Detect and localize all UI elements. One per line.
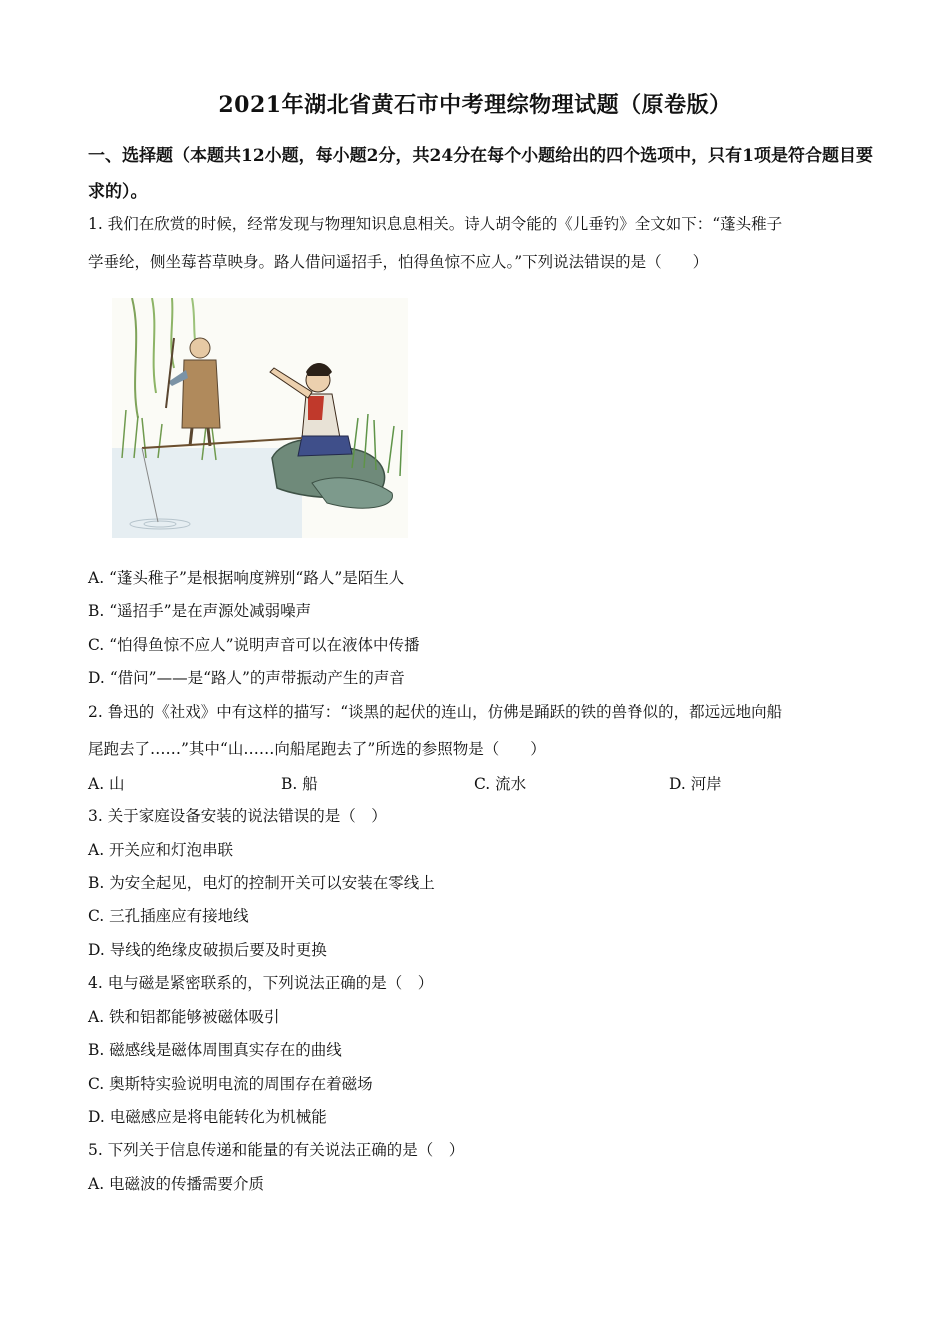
question-4-stem: 4. 电与磁是紧密联系的，下列说法正确的是（ ） [88,974,434,992]
page-title: 2021年湖北省黄石市中考理综物理试题（原卷版） [218,92,732,118]
question-5-stem: 5. 下列关于信息传递和能量的有关说法正确的是（ ） [88,1141,465,1159]
question-2-option-c: C. 流水 [474,775,527,793]
question-1-option-a: A. “蓬头稚子”是根据响度辨别“路人”是陌生人 [88,569,405,587]
question-2-option-d: D. 河岸 [669,775,722,793]
question-5-option-a: A. 电磁波的传播需要介质 [88,1175,265,1193]
question-3-option-a: A. 开关应和灯泡串联 [88,841,234,859]
question-2-stem-line-1: 2. 鲁迅的《社戏》中有这样的描写：“谈黑的起伏的连山，仿佛是踊跃的铁的兽脊似的，都远远地向船 [88,703,783,721]
question-1-option-c: C. “怕得鱼惊不应人”说明声音可以在液体中传播 [88,636,420,654]
question-2-stem-line-2: 尾跑去了……”其中“山……向船尾跑去了”所选的参照物是（ ） [88,740,546,758]
question-3-option-c: C. 三孔插座应有接地线 [88,907,249,925]
question-4-option-b: B. 磁感线是磁体周围真实存在的曲线 [88,1041,342,1059]
question-2-option-a: A. 山 [88,775,125,793]
question-4-option-a: A. 铁和铝都能够被磁体吸引 [88,1008,280,1026]
question-3-option-d: D. 导线的绝缘皮破损后要及时更换 [88,941,327,959]
question-3-option-b: B. 为安全起见，电灯的控制开关可以安装在零线上 [88,874,435,892]
question-4-option-d: D. 电磁感应是将电能转化为机械能 [88,1108,327,1126]
fishing-illustration [112,298,408,538]
question-3-stem: 3. 关于家庭设备安装的说法错误的是（ ） [88,807,387,825]
question-4-option-c: C. 奥斯特实验说明电流的周围存在着磁场 [88,1075,373,1093]
question-1-option-b: B. “遥招手”是在声源处减弱噪声 [88,602,312,620]
question-1-stem-line-2: 学垂纶，侧坐莓苔草映身。路人借问遥招手，怕得鱼惊不应人。”下列说法错误的是（ ） [88,253,709,271]
question-2-option-b: B. 船 [281,775,318,793]
question-1-option-d: D. “借问”——是“路人”的声带振动产生的声音 [88,669,405,687]
section-heading: 一、选择题（本题共12小题，每小题2分，共24分在每个小题给出的四个选项中，只有1项是符合题目要求的）。 [88,146,873,202]
fishing-illustration-drawing [112,298,408,538]
question-1-stem-line-1: 1. 我们在欣赏的时候，经常发现与物理知识息息相关。诗人胡令能的《儿垂钓》全文如下：“蓬头稚子 [88,215,783,233]
